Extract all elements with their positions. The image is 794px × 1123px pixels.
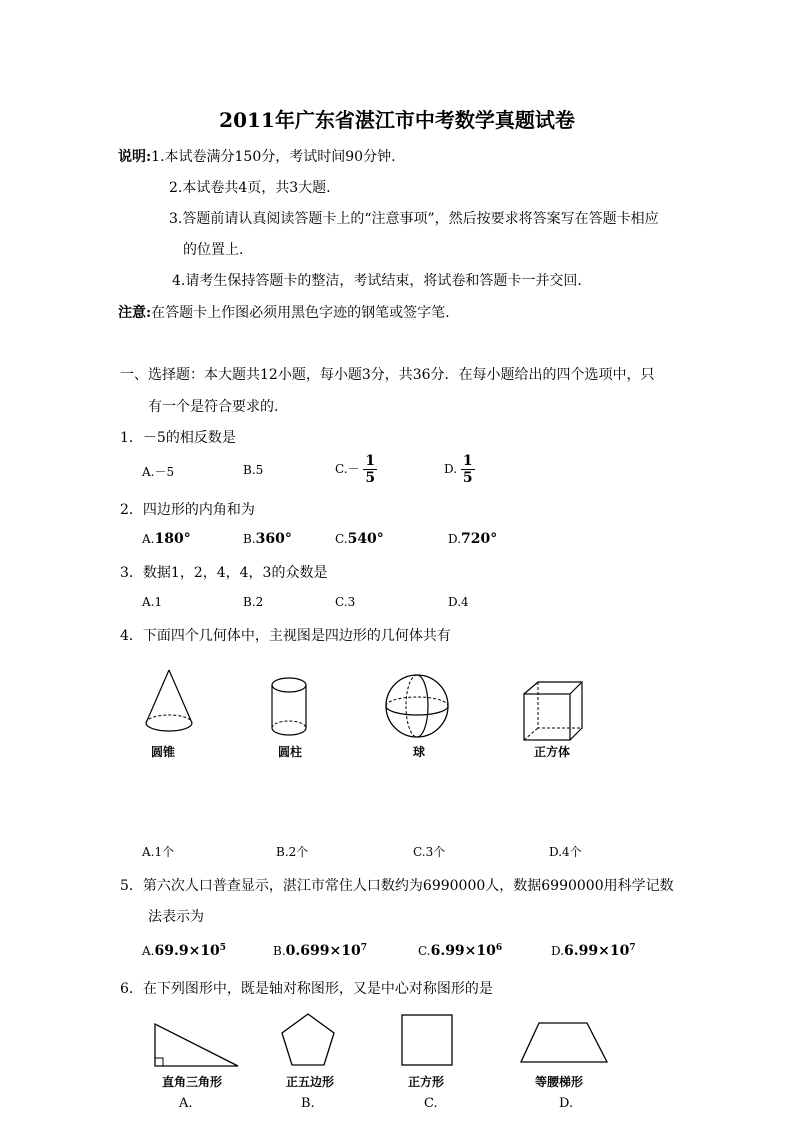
q3-option-c: C.3 — [335, 595, 356, 609]
q6-option-d: D. — [559, 1096, 574, 1111]
sphere-figure — [383, 672, 453, 742]
fraction-denominator: 5 — [462, 470, 473, 486]
q5-option-d-label: D. — [551, 944, 565, 958]
q5-option-c — [418, 943, 502, 959]
q1-option-d-fraction — [461, 453, 475, 486]
q5-stem-cont: 法表示为 — [148, 909, 204, 925]
notes-block — [118, 146, 396, 166]
cone-figure — [140, 668, 200, 738]
attention-text: 在答题卡上作图必须用黑色字迹的钢笔或签字笔. — [151, 305, 450, 321]
q2-option-a-label: A. — [142, 532, 155, 546]
notes-item-2: 2.本试卷共4页，共3大题. — [169, 180, 331, 196]
attention-label: 注意: — [118, 305, 152, 321]
notes-label: 说明: — [118, 149, 152, 165]
q5-option-d-exponent: 7 — [629, 943, 636, 953]
q6-stem: 6．在下列图形中，既是轴对称图形，又是中心对称图形的是 — [120, 981, 493, 997]
figure-caption-sphere: 球 — [413, 745, 426, 759]
q4-option-d: D.4个 — [549, 845, 582, 859]
figure-caption-square: 正方形 — [408, 1075, 445, 1089]
q1-option-c-fraction — [363, 453, 377, 486]
q5-option-a — [142, 943, 226, 959]
attention-block — [118, 302, 450, 322]
q5-option-d — [551, 943, 636, 959]
square-figure — [400, 1013, 456, 1069]
q1-option-a: A.－5 — [142, 465, 175, 479]
q1-stem: 1．－5的相反数是 — [120, 430, 236, 446]
q5-stem: 5．第六次人口普查显示，湛江市常住人口数约为6990000人，数据6990000用科学记数 — [120, 878, 674, 894]
q5-option-b-base: 0.699×10 — [285, 943, 361, 959]
q2-option-a — [142, 531, 191, 547]
q3-option-d: D.4 — [448, 595, 469, 609]
q2-option-d — [448, 531, 497, 547]
q5-option-b-exponent: 7 — [360, 943, 367, 953]
q5-option-c-base: 6.99×10 — [430, 943, 496, 959]
q2-option-c-label: C. — [335, 532, 348, 546]
section-heading: 一、选择题：本大题共12小题，每小题3分，共36分．在每小题给出的四个选项中，只 — [120, 367, 655, 383]
figure-caption-cube: 正方体 — [534, 745, 571, 759]
fraction-denominator: 5 — [365, 470, 376, 486]
q4-option-b: B.2个 — [276, 845, 309, 859]
q4-option-a: A.1个 — [142, 845, 175, 859]
q5-option-c-exponent: 6 — [495, 943, 503, 953]
notes-item-3-cont: 的位置上. — [183, 242, 244, 258]
section-heading-cont: 有一个是符合要求的. — [148, 399, 279, 415]
q2-option-b-value: 360° — [255, 531, 292, 547]
q6-option-a: A. — [179, 1096, 193, 1111]
q2-option-c-value: 540° — [347, 531, 384, 547]
figure-caption-right-triangle: 直角三角形 — [162, 1075, 223, 1089]
q5-option-a-exponent: 5 — [219, 943, 227, 953]
q2-option-d-label: D. — [448, 532, 462, 546]
figure-caption-cylinder: 圆柱 — [278, 745, 303, 759]
q5-option-d-base: 6.99×10 — [564, 943, 630, 959]
q2-stem: 2．四边形的内角和为 — [120, 502, 255, 518]
q5-option-c-label: C. — [418, 944, 431, 958]
q1-option-d-label: D. — [444, 462, 458, 476]
cylinder-figure — [268, 676, 314, 746]
q4-stem: 4．下面四个几何体中，主视图是四边形的几何体共有 — [120, 628, 451, 644]
q1-option-c — [335, 453, 377, 486]
q3-option-b: B.2 — [243, 595, 264, 609]
q1-option-b: B.5 — [243, 463, 264, 477]
q5-option-a-label: A. — [142, 944, 155, 958]
q1-option-c-label: C.－ — [335, 462, 360, 476]
q1-option-d — [444, 453, 475, 486]
q2-option-c — [335, 531, 384, 547]
q2-option-b-label: B. — [243, 532, 256, 546]
pentagon-figure — [279, 1011, 339, 1071]
q6-option-c: C. — [424, 1096, 438, 1111]
fraction-numerator: 1 — [462, 453, 473, 469]
page-title: 2011年广东省湛江市中考数学真题试卷 — [219, 108, 575, 132]
q5-option-b — [273, 943, 367, 959]
q4-option-c: C.3个 — [413, 845, 446, 859]
q3-option-a: A.1 — [142, 595, 163, 609]
notes-item-3: 3.答题前请认真阅读答题卡上的“注意事项”，然后按要求将答案写在答题卡相应 — [169, 211, 659, 227]
q2-option-a-value: 180° — [154, 531, 191, 547]
q3-stem: 3．数据1，2，4，4，3的众数是 — [120, 565, 328, 581]
notes-item-4: 4.请考生保持答题卡的整洁，考试结束，将试卷和答题卡一并交回. — [172, 273, 582, 289]
q6-option-b: B. — [301, 1096, 315, 1111]
trapezoid-figure — [519, 1021, 611, 1067]
figure-caption-trapezoid: 等腰梯形 — [535, 1075, 584, 1089]
figure-caption-pentagon: 正五边形 — [286, 1075, 335, 1089]
notes-item-1: 1.本试卷满分150分，考试时间90分钟. — [151, 149, 396, 165]
fraction-numerator: 1 — [365, 453, 376, 469]
q5-option-b-label: B. — [273, 944, 286, 958]
cube-figure — [522, 680, 592, 750]
figure-caption-cone: 圆锥 — [151, 745, 176, 759]
right-triangle-figure — [152, 1022, 242, 1072]
q2-option-d-value: 720° — [461, 531, 498, 547]
q2-option-b — [243, 531, 292, 547]
q5-option-a-base: 69.9×10 — [154, 943, 220, 959]
